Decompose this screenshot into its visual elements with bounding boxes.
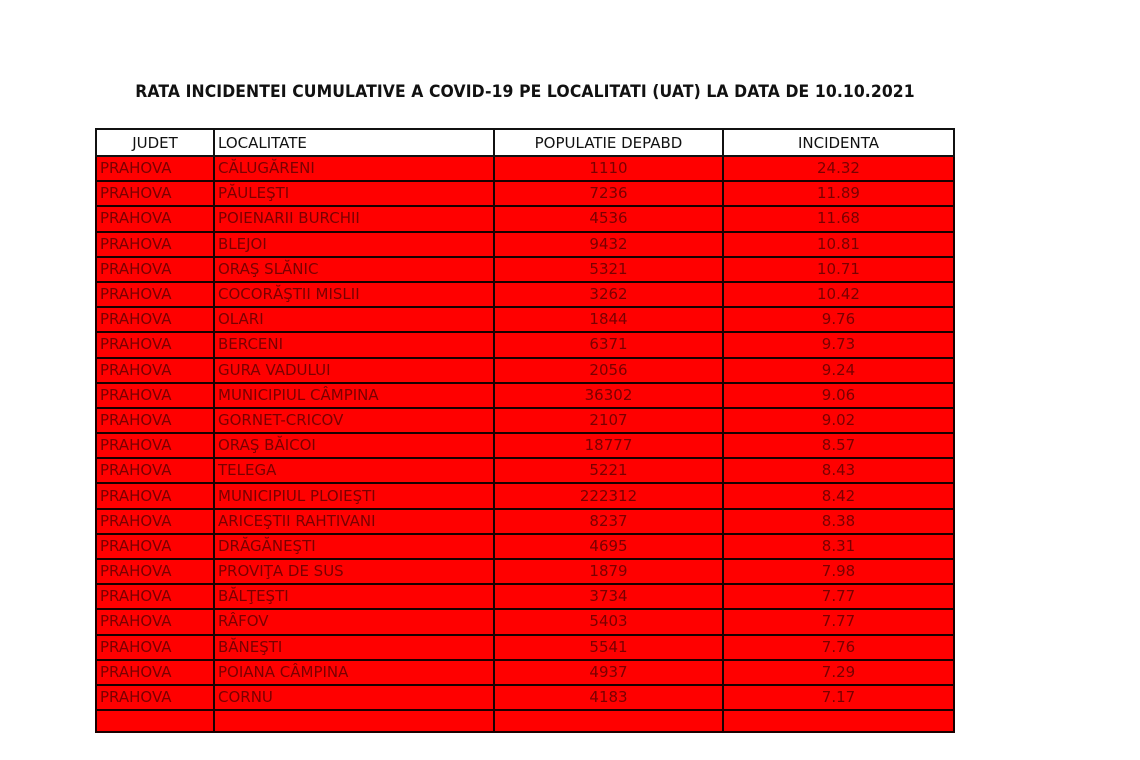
cell-judet: PRAHOVA xyxy=(96,206,214,231)
cell-incidenta: 7.77 xyxy=(723,609,954,634)
cell-localitate: POIANA CÂMPINA xyxy=(214,660,494,685)
cell-incidenta: 7.98 xyxy=(723,559,954,584)
cell-populatie: 2107 xyxy=(494,408,723,433)
cell-judet: PRAHOVA xyxy=(96,358,214,383)
cell-judet: PRAHOVA xyxy=(96,383,214,408)
table-row xyxy=(96,635,954,660)
cell-populatie: 2056 xyxy=(494,358,723,383)
cell-populatie: 5221 xyxy=(494,458,723,483)
table-row xyxy=(96,358,954,383)
cell-judet: PRAHOVA xyxy=(96,433,214,458)
cell-judet: PRAHOVA xyxy=(96,332,214,357)
cell-populatie: 3262 xyxy=(494,282,723,307)
table-header-row xyxy=(96,129,954,156)
cell-localitate: MUNICIPIUL CÂMPINA xyxy=(214,383,494,408)
table-row xyxy=(96,584,954,609)
cell-localitate: GORNET-CRICOV xyxy=(214,408,494,433)
cell-incidenta: 8.43 xyxy=(723,458,954,483)
cell-incidenta: 9.76 xyxy=(723,307,954,332)
cell-localitate: ORAŞ BĂICOI xyxy=(214,433,494,458)
cell-incidenta: 9.24 xyxy=(723,358,954,383)
cell-judet xyxy=(96,710,214,732)
cell-judet: PRAHOVA xyxy=(96,559,214,584)
cell-judet: PRAHOVA xyxy=(96,181,214,206)
cell-localitate: CĂLUGĂRENI xyxy=(214,156,494,181)
cell-incidenta: 8.57 xyxy=(723,433,954,458)
table-row xyxy=(96,206,954,231)
cell-localitate: BERCENI xyxy=(214,332,494,357)
cell-incidenta: 7.17 xyxy=(723,685,954,710)
cell-judet: PRAHOVA xyxy=(96,509,214,534)
cell-localitate: GURA VADULUI xyxy=(214,358,494,383)
column-header-localitate: LOCALITATE xyxy=(214,129,494,156)
cell-populatie: 6371 xyxy=(494,332,723,357)
cell-populatie: 18777 xyxy=(494,433,723,458)
table-row xyxy=(96,609,954,634)
cell-populatie: 5321 xyxy=(494,257,723,282)
cell-localitate: RÂFOV xyxy=(214,609,494,634)
cell-localitate: MUNICIPIUL PLOIEŞTI xyxy=(214,483,494,508)
cell-localitate: TELEGA xyxy=(214,458,494,483)
cell-localitate: ARICEŞTII RAHTIVANI xyxy=(214,509,494,534)
table-row xyxy=(96,534,954,559)
cell-localitate: BLEJOI xyxy=(214,232,494,257)
cell-incidenta: 24.32 xyxy=(723,156,954,181)
cell-incidenta: 10.71 xyxy=(723,257,954,282)
cell-judet: PRAHOVA xyxy=(96,534,214,559)
cell-localitate: ORAŞ SLĂNIC xyxy=(214,257,494,282)
cell-judet: PRAHOVA xyxy=(96,282,214,307)
cell-populatie: 1879 xyxy=(494,559,723,584)
table-row xyxy=(96,685,954,710)
cell-populatie: 4937 xyxy=(494,660,723,685)
cell-populatie: 4536 xyxy=(494,206,723,231)
cell-judet: PRAHOVA xyxy=(96,257,214,282)
table-row xyxy=(96,660,954,685)
table-row xyxy=(96,509,954,534)
incidence-table xyxy=(95,128,955,733)
table-row xyxy=(96,232,954,257)
cell-incidenta: 7.77 xyxy=(723,584,954,609)
cell-incidenta: 8.42 xyxy=(723,483,954,508)
cell-localitate: BĂNEŞTI xyxy=(214,635,494,660)
table-row xyxy=(96,458,954,483)
cell-populatie: 1110 xyxy=(494,156,723,181)
table-row xyxy=(96,433,954,458)
cell-populatie: 222312 xyxy=(494,483,723,508)
cell-incidenta: 7.76 xyxy=(723,635,954,660)
table-row xyxy=(96,408,954,433)
cell-judet: PRAHOVA xyxy=(96,232,214,257)
cell-localitate xyxy=(214,710,494,732)
table-row xyxy=(96,483,954,508)
column-header-incidenta: INCIDENTA xyxy=(723,129,954,156)
column-header-judet: JUDET xyxy=(96,129,214,156)
cell-judet: PRAHOVA xyxy=(96,483,214,508)
cell-judet: PRAHOVA xyxy=(96,156,214,181)
cell-populatie: 1844 xyxy=(494,307,723,332)
cell-populatie: 5541 xyxy=(494,635,723,660)
cell-populatie: 5403 xyxy=(494,609,723,634)
page-title: RATA INCIDENTEI CUMULATIVE A COVID-19 PE LOCALITATI (UAT) LA DATA DE 10.10.2021 xyxy=(135,82,915,102)
cell-localitate: POIENARII BURCHII xyxy=(214,206,494,231)
table-row xyxy=(96,332,954,357)
cell-populatie: 8237 xyxy=(494,509,723,534)
cell-populatie: 36302 xyxy=(494,383,723,408)
cell-incidenta: 11.68 xyxy=(723,206,954,231)
cell-judet: PRAHOVA xyxy=(96,408,214,433)
cell-incidenta: 10.42 xyxy=(723,282,954,307)
table-row xyxy=(96,156,954,181)
cell-populatie: 7236 xyxy=(494,181,723,206)
cell-incidenta: 9.02 xyxy=(723,408,954,433)
table-row xyxy=(96,559,954,584)
cell-incidenta: 9.73 xyxy=(723,332,954,357)
cell-populatie xyxy=(494,710,723,732)
table-row xyxy=(96,181,954,206)
cell-judet: PRAHOVA xyxy=(96,584,214,609)
column-header-populatie: POPULATIE DEPABD xyxy=(494,129,723,156)
cell-populatie: 4183 xyxy=(494,685,723,710)
cell-populatie: 3734 xyxy=(494,584,723,609)
incidence-table-container xyxy=(95,128,953,733)
table-body xyxy=(96,156,954,732)
cell-judet: PRAHOVA xyxy=(96,458,214,483)
cell-judet: PRAHOVA xyxy=(96,307,214,332)
cell-localitate: DRĂGĂNEŞTI xyxy=(214,534,494,559)
cell-localitate: PROVIŢA DE SUS xyxy=(214,559,494,584)
cell-judet: PRAHOVA xyxy=(96,660,214,685)
cell-localitate: OLARI xyxy=(214,307,494,332)
cell-localitate: COCORĂŞTII MISLII xyxy=(214,282,494,307)
cell-incidenta: 8.38 xyxy=(723,509,954,534)
cell-incidenta: 11.89 xyxy=(723,181,954,206)
cell-localitate: CORNU xyxy=(214,685,494,710)
table-row-partial xyxy=(96,710,954,732)
cell-judet: PRAHOVA xyxy=(96,685,214,710)
cell-incidenta: 10.81 xyxy=(723,232,954,257)
cell-localitate: BĂLŢEŞTI xyxy=(214,584,494,609)
cell-incidenta: 8.31 xyxy=(723,534,954,559)
table-row xyxy=(96,282,954,307)
cell-incidenta: 9.06 xyxy=(723,383,954,408)
cell-populatie: 4695 xyxy=(494,534,723,559)
cell-judet: PRAHOVA xyxy=(96,609,214,634)
cell-incidenta xyxy=(723,710,954,732)
cell-incidenta: 7.29 xyxy=(723,660,954,685)
cell-populatie: 9432 xyxy=(494,232,723,257)
table-row xyxy=(96,307,954,332)
table-row xyxy=(96,383,954,408)
cell-judet: PRAHOVA xyxy=(96,635,214,660)
cell-localitate: PĂULEŞTI xyxy=(214,181,494,206)
table-row xyxy=(96,257,954,282)
